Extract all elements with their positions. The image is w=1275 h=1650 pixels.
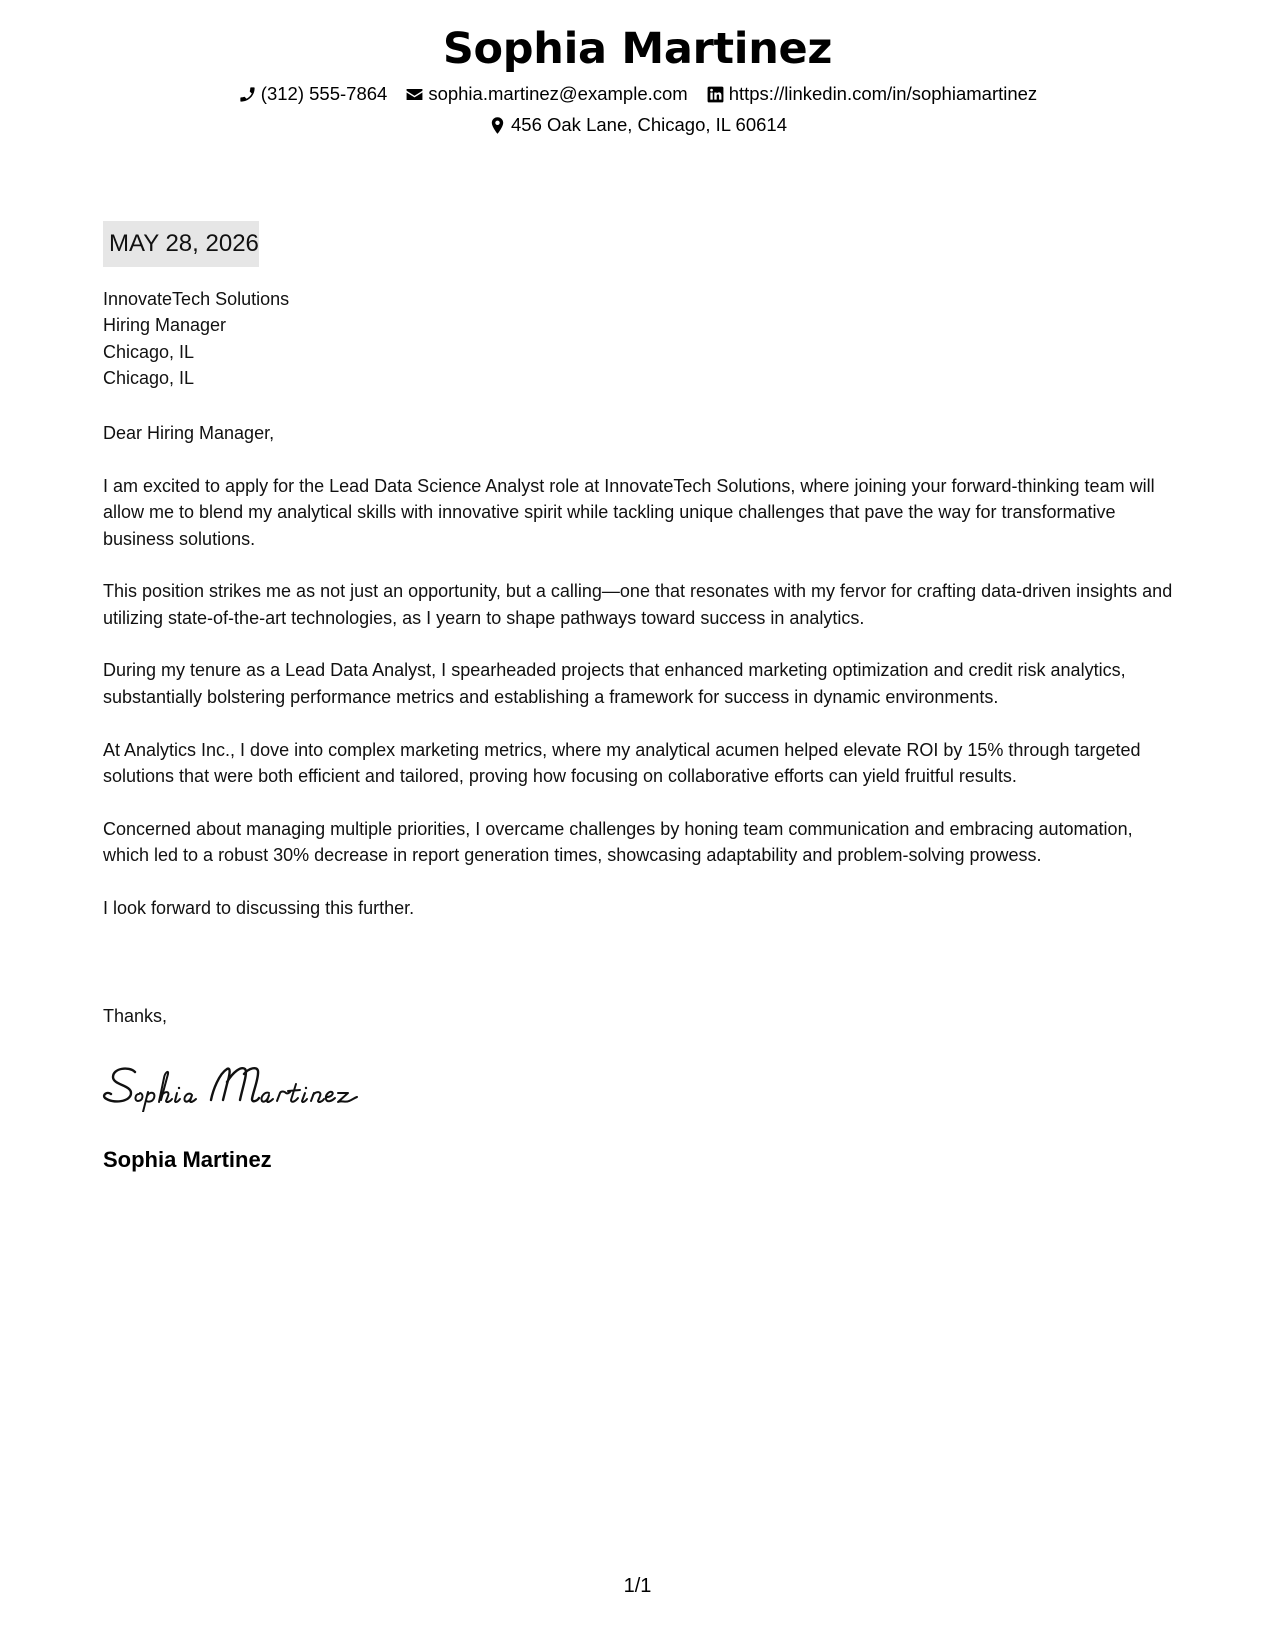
email-contact[interactable] — [405, 82, 687, 106]
body-paragraph: Concerned about managing multiple priorities, I overcame challenges by honing team communication and embracing automation, which led to a robust 30% decrease in report generation times, showcasing adaptability and problem-solving prowess. — [103, 818, 1133, 865]
handwritten-signature — [101, 1060, 371, 1112]
recipient-block — [103, 286, 1183, 391]
street-address: 456 Oak Lane, Chicago, IL 60614 — [511, 114, 787, 135]
greeting: Dear Hiring Manager, — [103, 423, 275, 443]
body-paragraph: I am excited to apply for the Lead Data Science Analyst role at InnovateTech Solutions, where joining your forward-thinking team will allow me to blend my analytical skills with innovative spirit while tackling unique challenges that pave the way for transformative business solutions. — [103, 476, 1155, 549]
letter-header — [0, 22, 1275, 137]
phone-contact — [238, 82, 388, 106]
map-marker-icon — [488, 116, 507, 135]
recipient-title: Hiring Manager — [103, 315, 227, 336]
letter-body — [103, 473, 1183, 948]
recipient-city-repeat: Chicago, IL — [103, 367, 195, 388]
contact-line — [0, 82, 1275, 106]
linkedin-contact[interactable] — [706, 82, 1037, 106]
envelope-icon — [405, 85, 424, 104]
recipient-company: InnovateTech Solutions — [103, 289, 290, 309]
linkedin-url[interactable]: https://linkedin.com/in/sophiamartinez — [728, 83, 1038, 104]
body-paragraph: I look forward to discussing this further. — [103, 897, 415, 918]
body-paragraph: This position strikes me as not just an opportunity, but a calling—one that resonates with my fervor for crafting data-driven insights and utilizing state-of-the-art technologies, as I yearn to shape pathways toward success in analytics. — [103, 581, 1173, 628]
linkedin-icon — [706, 85, 725, 104]
recipient-city: Chicago, IL — [103, 341, 195, 362]
phone-icon — [238, 85, 257, 104]
email-address[interactable]: sophia.martinez@example.com — [428, 83, 688, 104]
page-number: 1/1 — [623, 1575, 652, 1597]
applicant-name: Sophia Martinez — [442, 24, 833, 74]
phone-number: (312) 555-7864 — [260, 83, 388, 104]
letter-date: MAY 28, 2026 — [103, 221, 259, 267]
signer-name: Sophia Martinez — [103, 1147, 272, 1172]
body-paragraph: During my tenure as a Lead Data Analyst, I spearheaded projects that enhanced marketing optimization and credit risk analytics, substantially bolstering performance metrics and establishing a framework for success in dynamic environments. — [103, 660, 1126, 707]
closing: Thanks, — [103, 1006, 168, 1026]
address-contact — [488, 113, 787, 137]
body-paragraph: At Analytics Inc., I dove into complex marketing metrics, where my analytical acumen helped elevate ROI by 15% through targeted solutions that were both efficient and tailored, proving how focusing on collaborative efforts can yield fruitful results. — [103, 739, 1141, 786]
address-line — [0, 113, 1275, 137]
